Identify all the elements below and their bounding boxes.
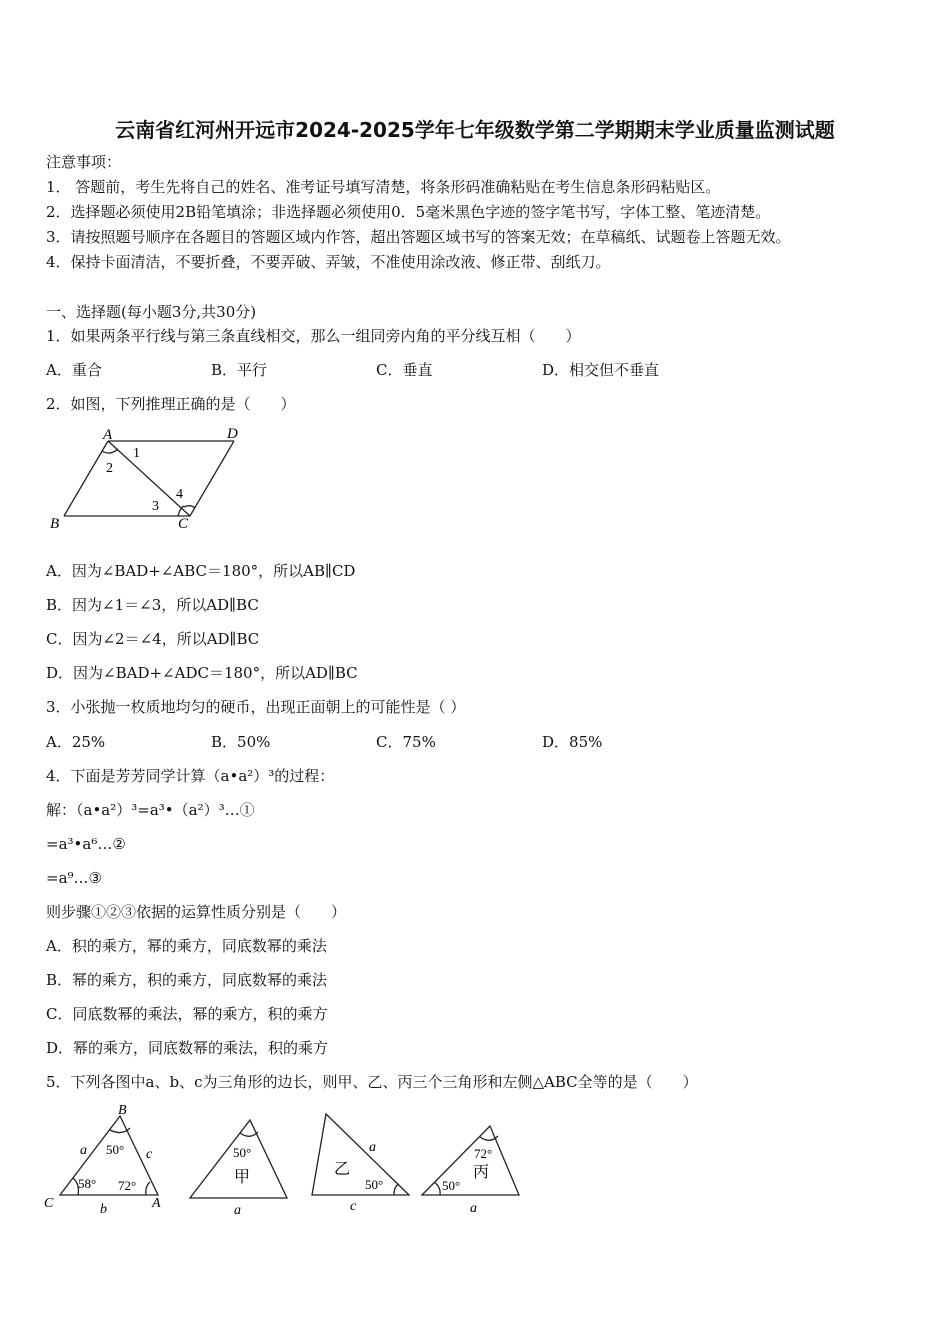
bing-angle-left: 50° <box>442 1178 461 1193</box>
q1-option-d[interactable]: D．相交但不垂直 <box>542 361 660 379</box>
label-A: A <box>103 427 113 443</box>
notice-item-3: 3．请按照题号顺序在各题目的答题区域内作答，超出答题区域书写的答案无效；在草稿纸、试题卷上答题无效。 <box>46 228 791 246</box>
q4-option-d[interactable]: D．幂的乘方，同底数幂的乘法，积的乘方 <box>46 1039 329 1057</box>
q4-option-b[interactable]: B．幂的乘方，积的乘方，同底数幂的乘法 <box>46 971 328 989</box>
q2-option-a[interactable]: A．因为∠BAD+∠ABC＝180°，所以AB∥CD <box>46 562 356 580</box>
abc-angle-A: 72° <box>118 1178 137 1193</box>
q5-triangle-abc <box>40 1098 170 1218</box>
jia-side-a: a <box>234 1203 241 1218</box>
label-angle-2: 2 <box>106 461 113 476</box>
abc-angle-C: 58° <box>78 1176 97 1191</box>
q3-stem: 3．小张抛一枚质地均匀的硬币，出现正面朝上的可能性是（ ） <box>46 698 466 716</box>
q2-option-d[interactable]: D．因为∠BAD+∠ADC＝180°，所以AD∥BC <box>46 664 358 682</box>
q2-option-c[interactable]: C．因为∠2＝∠4，所以AD∥BC <box>46 630 260 648</box>
yi-name: 乙 <box>334 1161 351 1178</box>
abc-label-a: a <box>80 1143 87 1158</box>
page-title: 云南省红河州开远市2024-2025学年七年级数学第二学期期末学业质量监测试题 <box>115 118 835 142</box>
q1-option-a[interactable]: A．重合 <box>46 361 102 379</box>
abc-angle-B: 50° <box>106 1142 125 1157</box>
q1-option-c[interactable]: C．垂直 <box>376 361 433 379</box>
q4-step-1: 解：（a•a²）³=a³•（a²）³…① <box>46 801 255 819</box>
q4-step-2: =a³•a⁶…② <box>46 835 126 853</box>
abc-label-c: c <box>146 1147 153 1162</box>
notice-item-1: 1． 答题前，考生先将自己的姓名、准考证号填写清楚，将条形码准确粘贴在考生信息条形码粘贴区。 <box>46 178 721 196</box>
q2-stem: 2．如图，下列推理正确的是（ ） <box>46 395 296 413</box>
notice-item-2: 2．选择题必须使用2B铅笔填涂；非选择题必须使用0．5毫米黑色字迹的签字笔书写，字体工整、笔迹清楚。 <box>46 203 771 221</box>
jia-angle: 50° <box>233 1145 252 1160</box>
q4-option-c[interactable]: C．同底数幂的乘法，幂的乘方，积的乘方 <box>46 1005 328 1023</box>
bing-angle-top: 72° <box>474 1146 493 1161</box>
label-D: D <box>227 426 238 442</box>
q3-option-c[interactable]: C．75% <box>376 733 436 751</box>
q1-stem: 1．如果两条平行线与第三条直线相交，那么一组同旁内角的平分线互相（ ） <box>46 327 581 345</box>
q3-option-a[interactable]: A．25% <box>46 733 106 751</box>
section-heading: 一、选择题(每小题3分,共30分) <box>46 303 257 321</box>
q5-triangle-bing <box>418 1120 528 1218</box>
q3-option-b[interactable]: B．50% <box>211 733 271 751</box>
abc-label-A: A <box>152 1196 161 1211</box>
notice-heading: 注意事项： <box>46 153 122 171</box>
yi-side-a: a <box>369 1140 376 1155</box>
yi-angle: 50° <box>365 1177 384 1192</box>
q4-step-3: =a⁹…③ <box>46 869 102 887</box>
q5-stem: 5．下列各图中a、b、c为三角形的边长，则甲、乙、丙三个三角形和左侧△ABC全等的是（ ） <box>46 1073 698 1091</box>
q4-stem: 4．下面是芳芳同学计算（a•a²）³的过程： <box>46 767 335 785</box>
q5-triangle-jia <box>184 1112 294 1220</box>
abc-label-C: C <box>44 1196 54 1211</box>
label-angle-1: 1 <box>133 446 140 461</box>
q3-option-d[interactable]: D．85% <box>542 733 603 751</box>
q4-question: 则步骤①②③依据的运算性质分别是（ ） <box>46 903 347 921</box>
abc-label-b: b <box>100 1202 107 1217</box>
q2-option-b[interactable]: B．因为∠1＝∠3，所以AD∥BC <box>46 596 259 614</box>
bing-side-a: a <box>470 1201 477 1216</box>
label-angle-4: 4 <box>176 487 183 502</box>
q2-parallelogram-figure <box>44 424 254 536</box>
notice-item-4: 4．保持卡面清洁，不要折叠，不要弄破、弄皱，不准使用涂改液、修正带、刮纸刀。 <box>46 253 611 271</box>
label-C: C <box>178 516 189 532</box>
q5-triangle-yi <box>304 1106 416 1216</box>
jia-name: 甲 <box>234 1169 251 1186</box>
yi-side-c: c <box>350 1199 357 1214</box>
q4-option-a[interactable]: A．积的乘方，幂的乘方，同底数幂的乘法 <box>46 937 327 955</box>
label-angle-3: 3 <box>152 499 159 514</box>
abc-label-B: B <box>118 1103 127 1118</box>
label-B: B <box>50 516 60 532</box>
bing-name: 丙 <box>473 1164 490 1181</box>
q1-option-b[interactable]: B．平行 <box>211 361 268 379</box>
